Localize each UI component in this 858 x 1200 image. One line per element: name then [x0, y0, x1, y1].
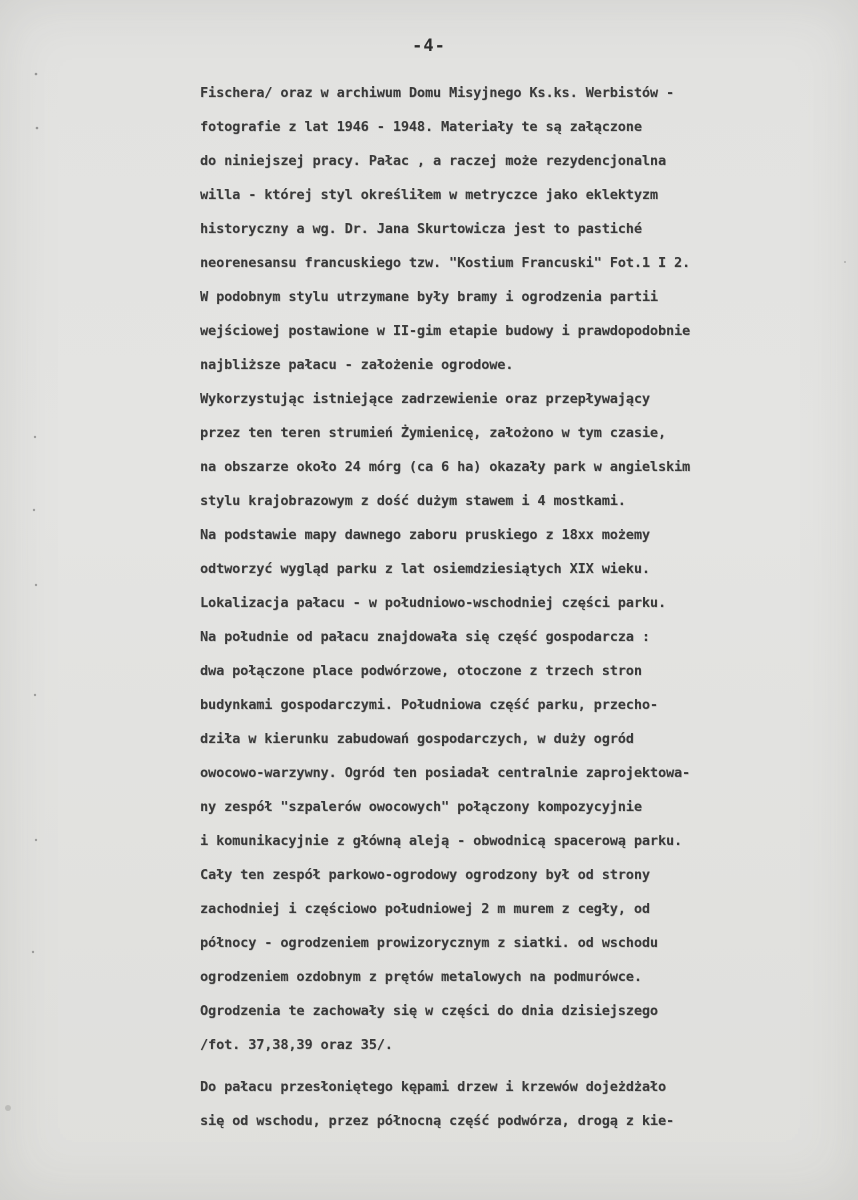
text-line: owocowo-warzywny. Ogród ten posiadał centralnie zaprojektowa-: [200, 765, 691, 781]
text-line: na obszarze około 24 mórg (ca 6 ha) okazały park w angielskim: [200, 459, 691, 475]
text-line: historyczny a wg. Dr. Jana Skurtowicza jest to pastiché: [200, 221, 642, 237]
text-line: i komunikacyjnie z główną aleją - obwodnicą spacerową parku.: [200, 833, 683, 849]
text-line: ny zespół "szpalerów owocowych" połączony kompozycyjnie: [200, 799, 642, 815]
text-line: wejściowej postawione w II-gim etapie budowy i prawdopodobnie: [200, 323, 691, 339]
text-line: Cały ten zespół parkowo-ogrodowy ogrodzony był od strony: [200, 867, 650, 883]
text-line: stylu krajobrazowym z dość dużym stawem i 4 mostkami.: [200, 493, 626, 509]
paragraph: [200, 1070, 840, 1138]
text-line: zachodniej i częściowo południowej 2 m murem z cegły, od: [200, 901, 650, 917]
text-line: się od wschodu, przez północną część podwórza, drogą z kie-: [200, 1113, 675, 1129]
text-line: /fot. 37,38,39 oraz 35/.: [200, 1037, 393, 1053]
text-line: najbliższe pałacu - założenie ogrodowe.: [200, 357, 514, 373]
text-line: budynkami gospodarczymi. Południowa część parku, przecho-: [200, 697, 658, 713]
text-line: Do pałacu przesłoniętego kępami drzew i krzewów dojeżdżało: [200, 1079, 666, 1095]
text-line: północy - ogrodzeniem prowizorycznym z siatki. od wschodu: [200, 935, 658, 951]
text-line: Lokalizacja pałacu - w południowo-wschodniej części parku.: [200, 595, 666, 611]
text-line: Fischera/ oraz w archiwum Domu Misyjnego Ks.ks. Werbistów -: [200, 85, 675, 101]
text-line: do niniejszej pracy. Pałac , a raczej może rezydencjonalna: [200, 153, 666, 169]
page-number: -4-: [412, 36, 446, 56]
text-line: dwa połączone place podwórzowe, otoczone z trzech stron: [200, 663, 642, 679]
text-line: dziła w kierunku zabudowań gospodarczych, w duży ogród: [200, 731, 634, 747]
paragraph: [200, 76, 840, 1062]
text-line: Wykorzystując istniejące zadrzewienie oraz przepływający: [200, 391, 650, 407]
text-line: odtworzyć wygląd parku z lat osiemdziesiątych XIX wieku.: [200, 561, 650, 577]
text-line: ogrodzeniem ozdobnym z prętów metalowych na podmurówce.: [200, 969, 642, 985]
document-body: [200, 76, 840, 1138]
text-line: Na południe od pałacu znajdowała się część gospodarcza :: [200, 629, 650, 645]
text-line: W podobnym stylu utrzymane były bramy i ogrodzenia partii: [200, 289, 658, 305]
text-line: willa - której styl określiłem w metryczce jako eklektyzm: [200, 187, 658, 203]
text-line: Ogrodzenia te zachowały się w części do dnia dzisiejszego: [200, 1003, 658, 1019]
text-line: neorenesansu francuskiego tzw. "Kostium Francuski" Fot.1 I 2.: [200, 255, 691, 271]
text-line: fotografie z lat 1946 - 1948. Materiały te są załączone: [200, 119, 642, 135]
text-line: przez ten teren strumień Żymienicę, założono w tym czasie,: [200, 425, 666, 441]
text-line: Na podstawie mapy dawnego zaboru pruskiego z 18xx możemy: [200, 527, 650, 543]
